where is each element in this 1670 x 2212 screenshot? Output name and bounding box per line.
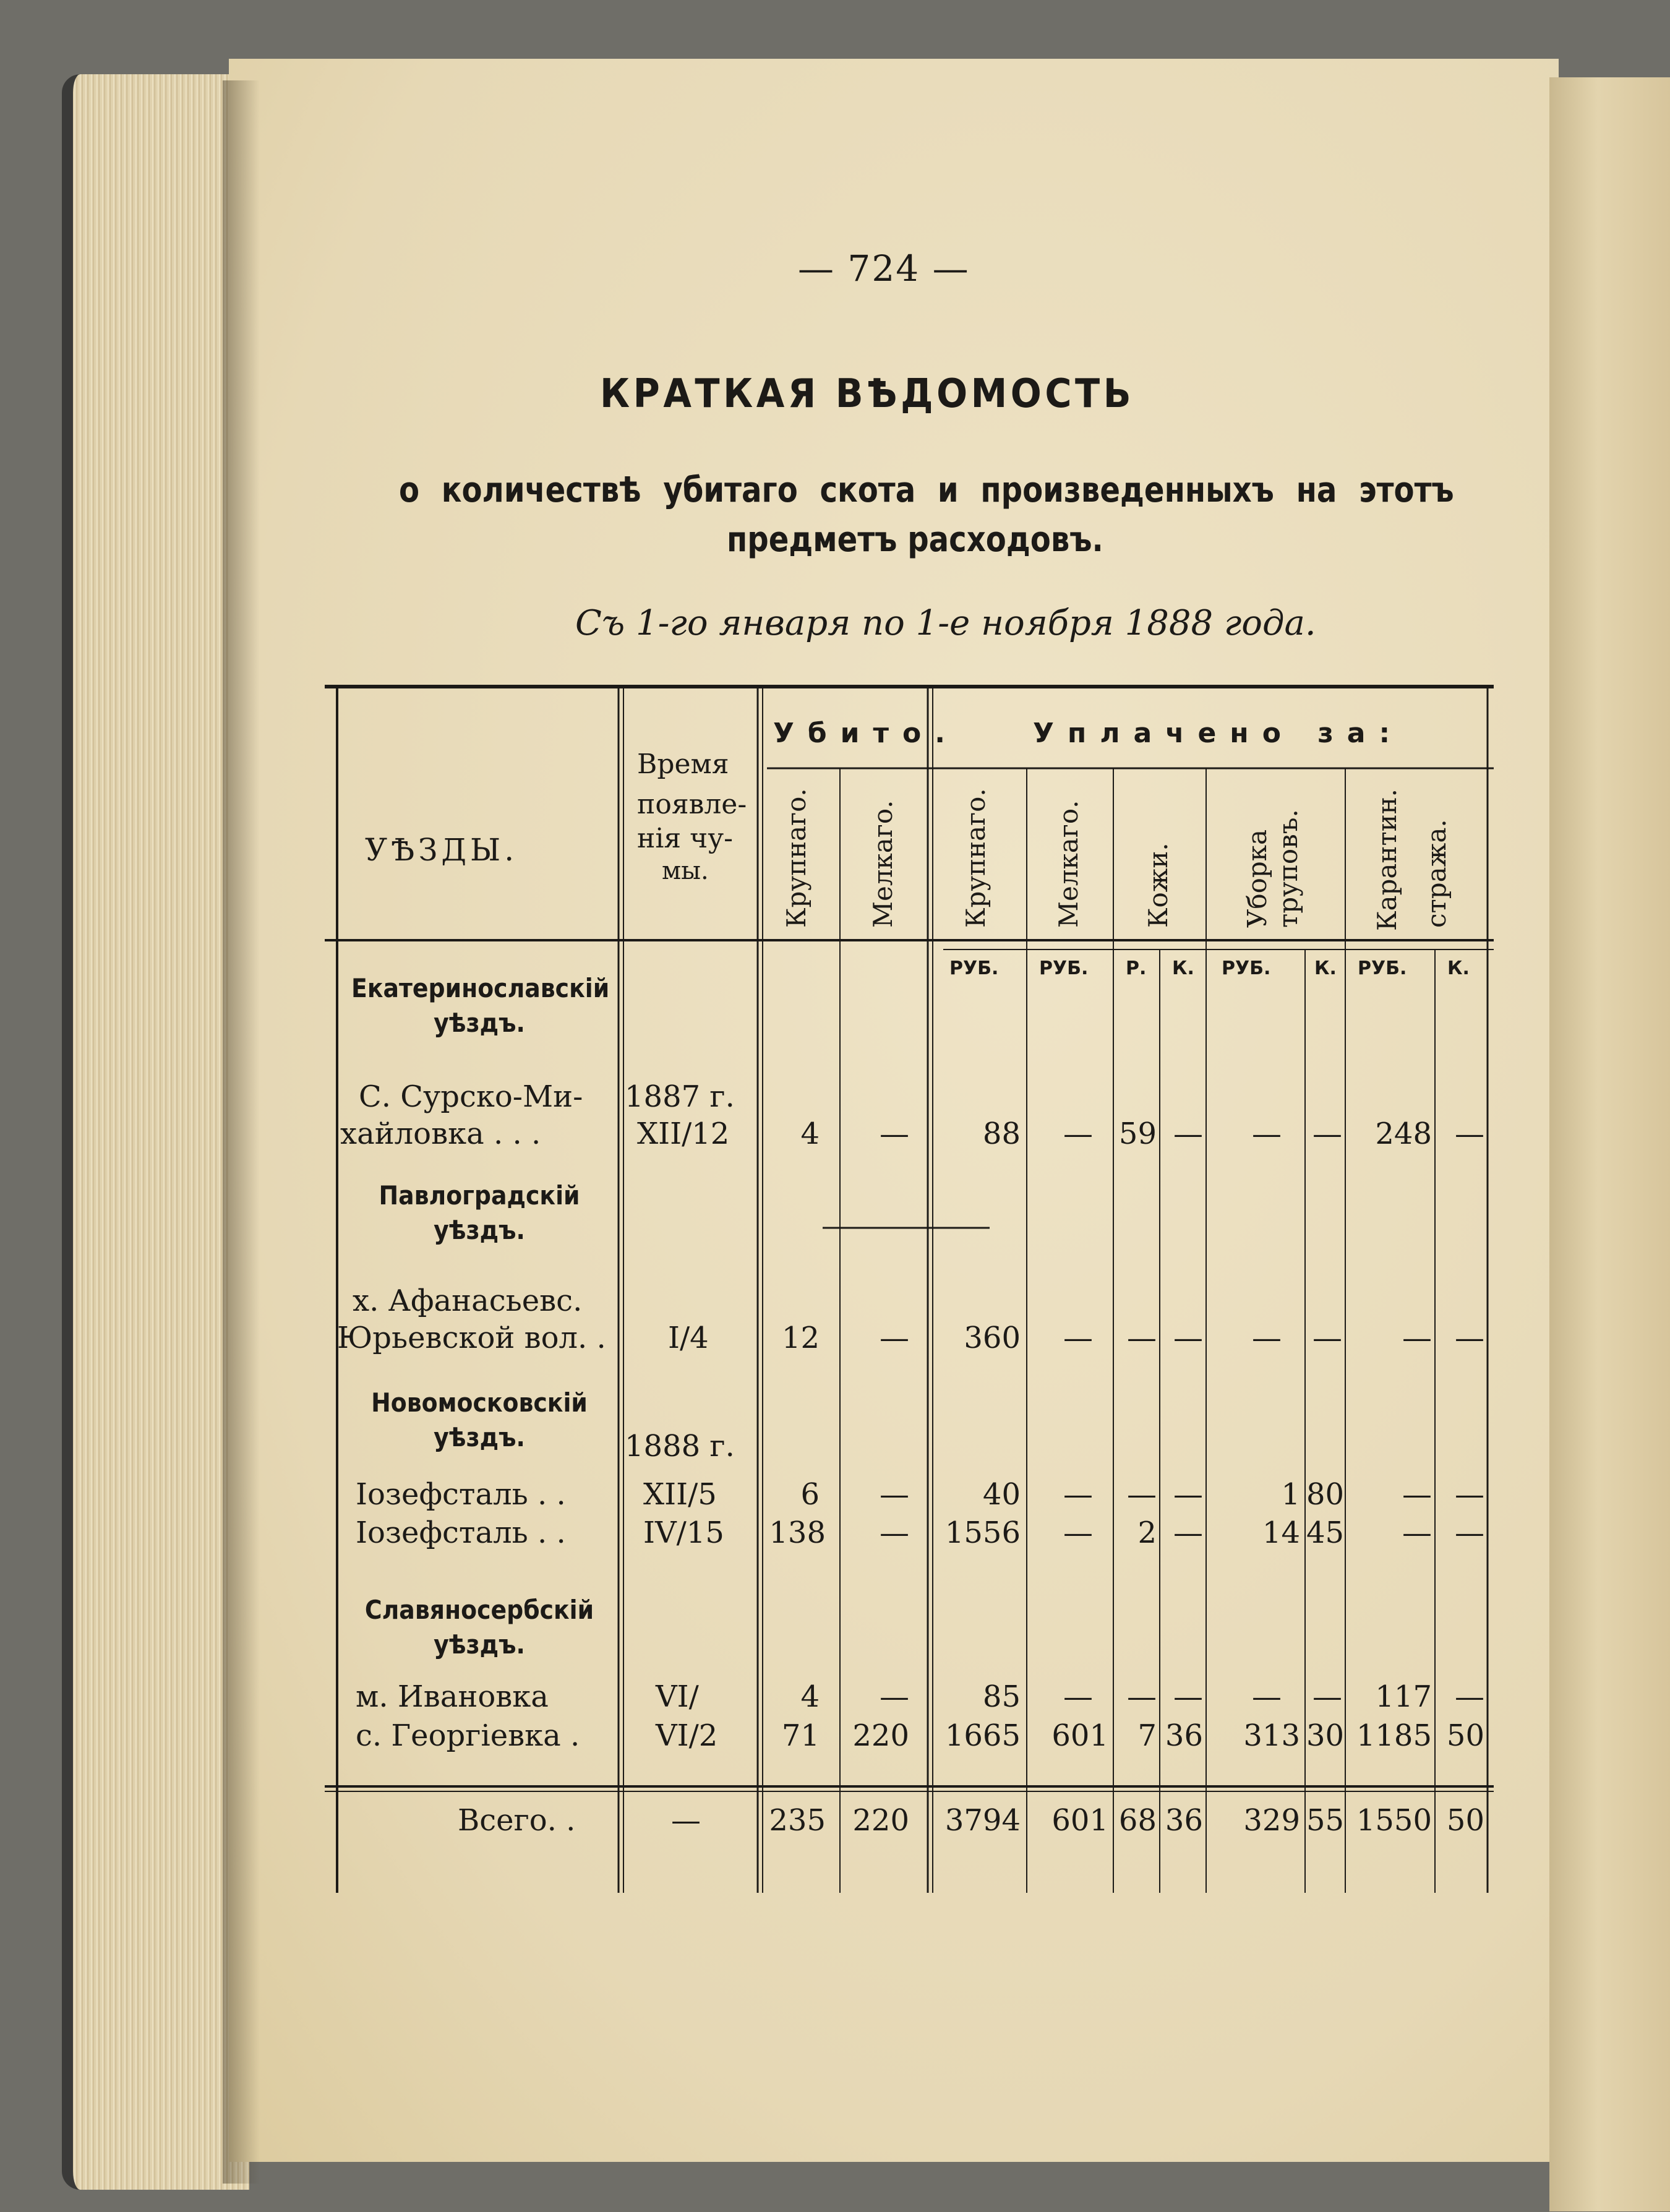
- row-sursko-paid-small: —: [1063, 1117, 1093, 1151]
- header-small: Мелкаго.: [868, 800, 898, 928]
- row-sursko-year: 1887 г.: [625, 1079, 735, 1114]
- row-iosefstal1-year: 1888 г.: [625, 1429, 735, 1464]
- header-guard-2: стража.: [1421, 819, 1452, 928]
- row-afanasiev-guard-r: —: [1402, 1321, 1432, 1355]
- total-label: Всего. .: [458, 1803, 576, 1838]
- row-iosefstal1-paid-large: 40: [982, 1477, 1021, 1512]
- unit-k-2: К.: [1314, 958, 1337, 979]
- row-sursko-small: —: [880, 1117, 909, 1151]
- row-iosefstal2-date: IV/15: [643, 1515, 724, 1550]
- total-guard-k: 50: [1446, 1803, 1484, 1838]
- subtitle-line1: о количествѣ убитаго скота и произведенныхъ на этотъ: [399, 470, 1454, 510]
- row-iosefstal2-small: —: [880, 1515, 909, 1550]
- row-georgievka-guard-k: 50: [1446, 1718, 1484, 1753]
- district-ekaterinoslav-line2: уѣздъ.: [434, 1008, 525, 1038]
- unit-rub-2: РУБ.: [1039, 958, 1089, 979]
- row-iosefstal1-corpses-r: 1: [1281, 1477, 1300, 1512]
- row-ivanovka-paid-large: 85: [982, 1679, 1021, 1714]
- row-afanasiev-guard-k: —: [1455, 1321, 1484, 1355]
- header-killed: Убито.: [773, 718, 959, 749]
- header-corpses-1: Уборка: [1242, 829, 1272, 928]
- row-afanasiev-hides-r: —: [1127, 1321, 1157, 1355]
- row-ivanovka-hides-r: —: [1127, 1679, 1157, 1714]
- row-iosefstal1-corpses-k: 80: [1306, 1477, 1345, 1512]
- row-iosefstal2-paid-small: —: [1063, 1515, 1093, 1550]
- total-paid-small: 601: [1051, 1803, 1108, 1838]
- row-afanasiev-corpses-r: —: [1252, 1321, 1282, 1355]
- subtitle-line2: предметъ расходовъ.: [727, 520, 1103, 560]
- row-iosefstal2-corpses-k: 45: [1306, 1515, 1345, 1550]
- row-iosefstal1-date: XII/5: [643, 1477, 717, 1512]
- district-ekaterinoslav: [351, 971, 610, 1040]
- header-guard-1: Карантин.: [1372, 788, 1402, 931]
- row-sursko-large: 4: [800, 1117, 820, 1151]
- row-afanasiev-date: I/4: [668, 1321, 709, 1355]
- district-slavyanoserbsk: [351, 1593, 607, 1662]
- unit-rub-1: РУБ.: [949, 958, 999, 979]
- total-corpses-r: 329: [1243, 1803, 1300, 1838]
- row-georgievka-hides-k: 36: [1165, 1718, 1203, 1753]
- row-sursko-corpses-k: —: [1312, 1117, 1342, 1151]
- date-range: Съ 1-го января по 1-е ноября 1888 года.: [575, 603, 1316, 643]
- row-sursko-guard-r: 248: [1375, 1117, 1432, 1151]
- row-ivanovka-paid-small: —: [1063, 1679, 1093, 1714]
- row-iosefstal2-name: Іозефсталь . .: [356, 1515, 566, 1550]
- district-slavyanoserbsk-line2: уѣздъ.: [434, 1629, 525, 1660]
- unit-k-3: К.: [1447, 958, 1470, 979]
- row-afanasiev-name-1: х. Афанасьевс.: [353, 1284, 583, 1318]
- row-georgievka-corpses-k: 30: [1306, 1718, 1345, 1753]
- row-iosefstal2-hides-k: —: [1173, 1515, 1203, 1550]
- total-small: 220: [852, 1803, 909, 1838]
- report-title: КРАТКАЯ ВѢДОМОСТЬ: [600, 371, 1135, 417]
- row-ivanovka-date: VI/: [656, 1679, 699, 1714]
- header-time-3: нія чу-: [637, 823, 733, 854]
- total-guard-r: 1550: [1356, 1803, 1432, 1838]
- row-afanasiev-paid-large: 360: [964, 1321, 1021, 1355]
- header-paid: Уплачено за:: [1033, 718, 1404, 749]
- row-sursko-hides-r: 59: [1118, 1117, 1157, 1151]
- row-georgievka-paid-small: 601: [1051, 1718, 1108, 1753]
- row-georgievka-paid-large: 1665: [944, 1718, 1021, 1753]
- district-novomoskovsk-line1: Новомосковскій: [371, 1387, 588, 1418]
- header-hides: Кожи.: [1143, 842, 1173, 928]
- header-time-2: появле-: [637, 789, 747, 820]
- row-iosefstal2-paid-large: 1556: [944, 1515, 1021, 1550]
- district-pavlograd-line1: Павлоградскій: [379, 1180, 580, 1211]
- header-time-4: мы.: [662, 857, 709, 885]
- unit-k-1: К.: [1172, 958, 1194, 979]
- row-ivanovka-large: 4: [800, 1679, 820, 1714]
- row-iosefstal1-large: 6: [800, 1477, 820, 1512]
- row-sursko-name-2: хайловка . . .: [340, 1117, 541, 1151]
- district-slavyanoserbsk-line1: Славяносербскій: [364, 1595, 594, 1625]
- row-georgievka-name: с. Георгіевка .: [356, 1718, 580, 1753]
- row-ivanovka-corpses-r: —: [1252, 1679, 1282, 1714]
- row-sursko-name-1: С. Сурско-Ми-: [359, 1079, 583, 1114]
- row-georgievka-small: 220: [852, 1718, 909, 1753]
- row-sursko-date: XII/12: [637, 1117, 730, 1151]
- total-paid-large: 3794: [944, 1803, 1021, 1838]
- district-pavlograd: [351, 1178, 607, 1248]
- row-afanasiev-corpses-k: —: [1312, 1321, 1342, 1355]
- row-ivanovka-guard-r: 117: [1375, 1679, 1432, 1714]
- row-iosefstal2-corpses-r: 14: [1262, 1515, 1300, 1550]
- row-iosefstal1-small: —: [880, 1477, 909, 1512]
- row-sursko-paid-large: 88: [982, 1117, 1021, 1151]
- row-iosefstal2-hides-r: 2: [1137, 1515, 1157, 1550]
- total-corpses-k: 55: [1306, 1803, 1345, 1838]
- header-paid-large: Крупнаго.: [961, 788, 991, 928]
- unit-rub-3: РУБ.: [1222, 958, 1271, 979]
- row-iosefstal1-name: Іозефсталь . .: [356, 1477, 566, 1512]
- total-hides-k: 36: [1165, 1803, 1203, 1838]
- row-afanasiev-name-2: Юрьевской вол. .: [337, 1321, 606, 1355]
- row-georgievka-guard-r: 1185: [1356, 1718, 1432, 1753]
- row-afanasiev-small: —: [880, 1321, 909, 1355]
- header-large: Крупнаго.: [781, 788, 811, 928]
- row-sursko-corpses-r: —: [1252, 1117, 1282, 1151]
- row-georgievka-date: VI/2: [656, 1718, 718, 1753]
- row-iosefstal2-guard-k: —: [1455, 1515, 1484, 1550]
- header-time-1: Время: [637, 748, 729, 780]
- unit-rub-4: РУБ.: [1358, 958, 1407, 979]
- row-ivanovka-small: —: [880, 1679, 909, 1714]
- total-hides-r: 68: [1118, 1803, 1157, 1838]
- total-date: —: [671, 1803, 701, 1838]
- total-large: 235: [769, 1803, 826, 1838]
- row-ivanovka-guard-k: —: [1455, 1679, 1484, 1714]
- row-iosefstal2-large: 138: [769, 1515, 826, 1550]
- row-ivanovka-corpses-k: —: [1312, 1679, 1342, 1714]
- row-iosefstal2-guard-r: —: [1402, 1515, 1432, 1550]
- row-iosefstal1-hides-k: —: [1173, 1477, 1203, 1512]
- district-novomoskovsk: [351, 1386, 607, 1455]
- row-afanasiev-hides-k: —: [1173, 1321, 1203, 1355]
- row-sursko-guard-k: —: [1455, 1117, 1484, 1151]
- header-districts: УѢЗДЫ.: [365, 832, 518, 868]
- district-novomoskovsk-line2: уѣздъ.: [434, 1422, 525, 1452]
- header-paid-small: Мелкаго.: [1053, 800, 1084, 928]
- district-pavlograd-line2: уѣздъ.: [434, 1215, 525, 1245]
- row-ivanovka-name: м. Ивановка: [356, 1679, 549, 1714]
- unit-r: Р.: [1126, 958, 1147, 979]
- row-iosefstal1-paid-small: —: [1063, 1477, 1093, 1512]
- row-ivanovka-hides-k: —: [1173, 1679, 1203, 1714]
- row-georgievka-hides-r: 7: [1137, 1718, 1157, 1753]
- row-iosefstal1-guard-r: —: [1402, 1477, 1432, 1512]
- row-afanasiev-large: 12: [781, 1321, 820, 1355]
- page-number: — 724 —: [798, 247, 970, 289]
- row-afanasiev-paid-small: —: [1063, 1321, 1093, 1355]
- row-iosefstal1-hides-r: —: [1127, 1477, 1157, 1512]
- row-iosefstal1-guard-k: —: [1455, 1477, 1484, 1512]
- row-georgievka-large: 71: [781, 1718, 820, 1753]
- header-corpses-2: труповъ.: [1273, 809, 1303, 928]
- row-georgievka-corpses-r: 313: [1243, 1718, 1300, 1753]
- district-ekaterinoslav-line1: Екатеринославскій: [351, 973, 610, 1003]
- row-sursko-hides-k: —: [1173, 1117, 1203, 1151]
